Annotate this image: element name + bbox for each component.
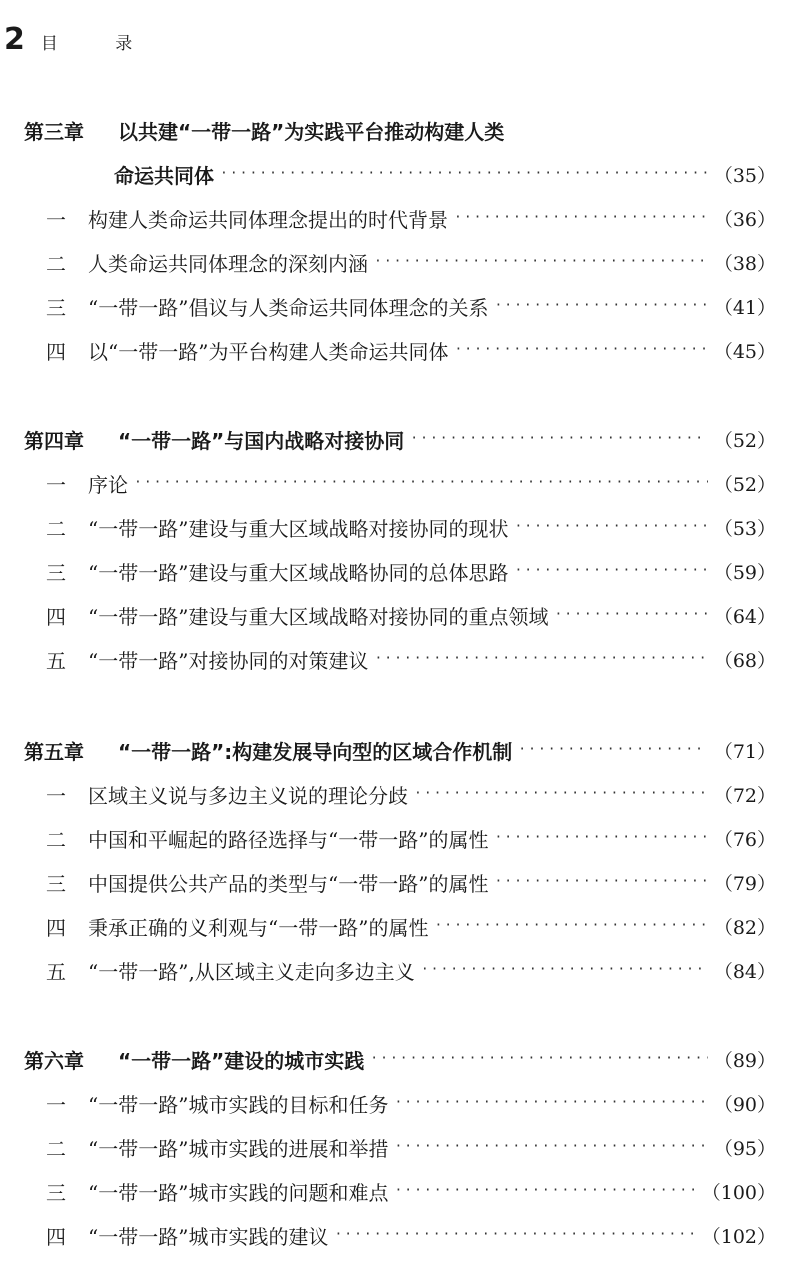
dot-leader — [514, 509, 707, 545]
chapter-3-heading-continued[interactable] — [114, 156, 776, 192]
section-page: （90） — [713, 1093, 776, 1116]
section-title: 秉承正确的义利观与“一带一路”的属性 — [88, 915, 429, 940]
dot-leader — [554, 597, 707, 633]
section-number: 二 — [46, 251, 66, 276]
section-page: （45） — [713, 340, 776, 363]
dot-leader — [454, 332, 707, 368]
section-title: “一带一路”建设与重大区域战略协同的总体思路 — [88, 560, 509, 585]
section-page: （82） — [713, 916, 776, 939]
section-number: 二 — [46, 516, 66, 541]
section-title: “一带一路”城市实践的目标和任务 — [88, 1092, 389, 1117]
section-number: 一 — [46, 472, 66, 497]
section-page: （41） — [713, 296, 776, 319]
chapter-page: （89） — [713, 1049, 776, 1072]
section-number: 三 — [46, 560, 66, 585]
dot-leader — [374, 244, 708, 280]
toc-entry[interactable] — [46, 288, 776, 324]
toc-entry[interactable] — [46, 465, 776, 501]
toc-entry[interactable] — [46, 864, 776, 900]
section-title: “一带一路”建设与重大区域战略对接协同的重点领域 — [88, 604, 549, 629]
section-page: （76） — [713, 828, 776, 851]
section-page: （38） — [713, 252, 776, 275]
toc-entry[interactable] — [46, 908, 776, 944]
section-number: 一 — [46, 207, 66, 232]
dot-leader — [220, 156, 708, 192]
header-title: 目 录 — [40, 34, 159, 54]
section-page: （72） — [713, 784, 776, 807]
section-title: “一带一路”城市实践的建议 — [88, 1224, 329, 1249]
toc-entry[interactable] — [46, 244, 776, 280]
chapter-number: 第四章 — [24, 428, 84, 453]
section-page: （68） — [713, 649, 776, 672]
chapter-page: （71） — [713, 740, 776, 763]
section-title: 中国提供公共产品的类型与“一带一路”的属性 — [88, 871, 489, 896]
dot-leader — [421, 952, 708, 988]
toc-entry[interactable] — [46, 553, 776, 589]
dot-leader — [334, 1217, 695, 1253]
toc-entry[interactable] — [46, 509, 776, 545]
section-title: “一带一路”对接协同的对策建议 — [88, 648, 369, 673]
section-number: 三 — [46, 1180, 66, 1205]
section-page: （100） — [701, 1181, 776, 1204]
dot-leader — [494, 820, 707, 856]
section-number: 三 — [46, 871, 66, 896]
section-number: 三 — [46, 295, 66, 320]
section-number: 一 — [46, 1092, 66, 1117]
chapter-title: 以共建“一带一路”为实践平台推动构建人类 — [118, 119, 505, 144]
section-number: 四 — [46, 1224, 66, 1249]
dot-leader — [494, 864, 707, 900]
toc-entry[interactable] — [46, 1217, 776, 1253]
section-title: 构建人类命运共同体理念提出的时代背景 — [88, 207, 448, 232]
toc-entry[interactable] — [46, 332, 776, 368]
section-title: 中国和平崛起的路径选择与“一带一路”的属性 — [88, 827, 489, 852]
section-page: （52） — [713, 473, 776, 496]
section-number: 一 — [46, 783, 66, 808]
chapter-title-continued: 命运共同体 — [114, 163, 214, 188]
section-number: 四 — [46, 915, 66, 940]
section-page: （64） — [713, 605, 776, 628]
section-page: （95） — [713, 1137, 776, 1160]
chapter-title: “一带一路”建设的城市实践 — [118, 1048, 365, 1073]
dot-leader — [414, 776, 708, 812]
chapter-number: 第三章 — [24, 119, 84, 144]
dot-leader — [134, 465, 708, 501]
toc-entry[interactable] — [46, 200, 776, 236]
section-title: 人类命运共同体理念的深刻内涵 — [88, 251, 368, 276]
toc-entry[interactable] — [46, 776, 776, 812]
chapter-4-heading[interactable] — [24, 421, 776, 457]
dot-leader — [394, 1173, 695, 1209]
section-number: 四 — [46, 339, 66, 364]
dot-leader — [394, 1085, 707, 1121]
section-number: 四 — [46, 604, 66, 629]
dot-leader — [514, 553, 707, 589]
section-title: “一带一路”倡议与人类命运共同体理念的关系 — [88, 295, 489, 320]
toc-entry[interactable] — [46, 1173, 776, 1209]
section-title: “一带一路”建设与重大区域战略对接协同的现状 — [88, 516, 509, 541]
section-title: “一带一路”城市实践的进展和举措 — [88, 1136, 389, 1161]
section-number: 五 — [46, 648, 66, 673]
chapter-6-heading[interactable] — [24, 1041, 776, 1077]
dot-leader — [410, 421, 708, 457]
chapter-page: （52） — [713, 429, 776, 452]
toc-entry[interactable] — [46, 820, 776, 856]
toc-entry[interactable] — [46, 597, 776, 633]
toc-entry[interactable] — [46, 1085, 776, 1121]
chapter-number: 第六章 — [24, 1048, 84, 1073]
section-title: 以“一带一路”为平台构建人类命运共同体 — [88, 339, 449, 364]
toc-entry[interactable] — [46, 641, 776, 677]
section-page: （53） — [713, 517, 776, 540]
section-number: 二 — [46, 1136, 66, 1161]
section-title: “一带一路”,从区域主义走向多边主义 — [88, 959, 415, 984]
dot-leader — [434, 908, 707, 944]
section-title: 序论 — [88, 472, 128, 497]
toc-entry[interactable] — [46, 952, 776, 988]
chapter-title: “一带一路”与国内战略对接协同 — [118, 428, 405, 453]
chapter-number: 第五章 — [24, 739, 84, 764]
dot-leader — [454, 200, 708, 236]
chapter-3-heading[interactable] — [24, 112, 776, 148]
section-number: 五 — [46, 959, 66, 984]
chapter-title: “一带一路”:构建发展导向型的区域合作机制 — [118, 739, 513, 764]
section-page: （79） — [713, 872, 776, 895]
dot-leader — [518, 732, 708, 768]
chapter-5-heading[interactable] — [24, 732, 776, 768]
dot-leader — [494, 288, 707, 324]
section-page: （36） — [713, 208, 776, 231]
page-number: 2 — [4, 22, 25, 57]
section-number: 二 — [46, 827, 66, 852]
section-title: 区域主义说与多边主义说的理论分歧 — [88, 783, 408, 808]
section-page: （59） — [713, 561, 776, 584]
dot-leader — [370, 1041, 708, 1077]
chapter-page: （35） — [713, 164, 776, 187]
dot-leader — [394, 1129, 707, 1165]
toc-entry[interactable] — [46, 1129, 776, 1165]
section-page: （84） — [713, 960, 776, 983]
section-page: （102） — [701, 1225, 776, 1248]
section-title: “一带一路”城市实践的问题和难点 — [88, 1180, 389, 1205]
dot-leader — [374, 641, 707, 677]
